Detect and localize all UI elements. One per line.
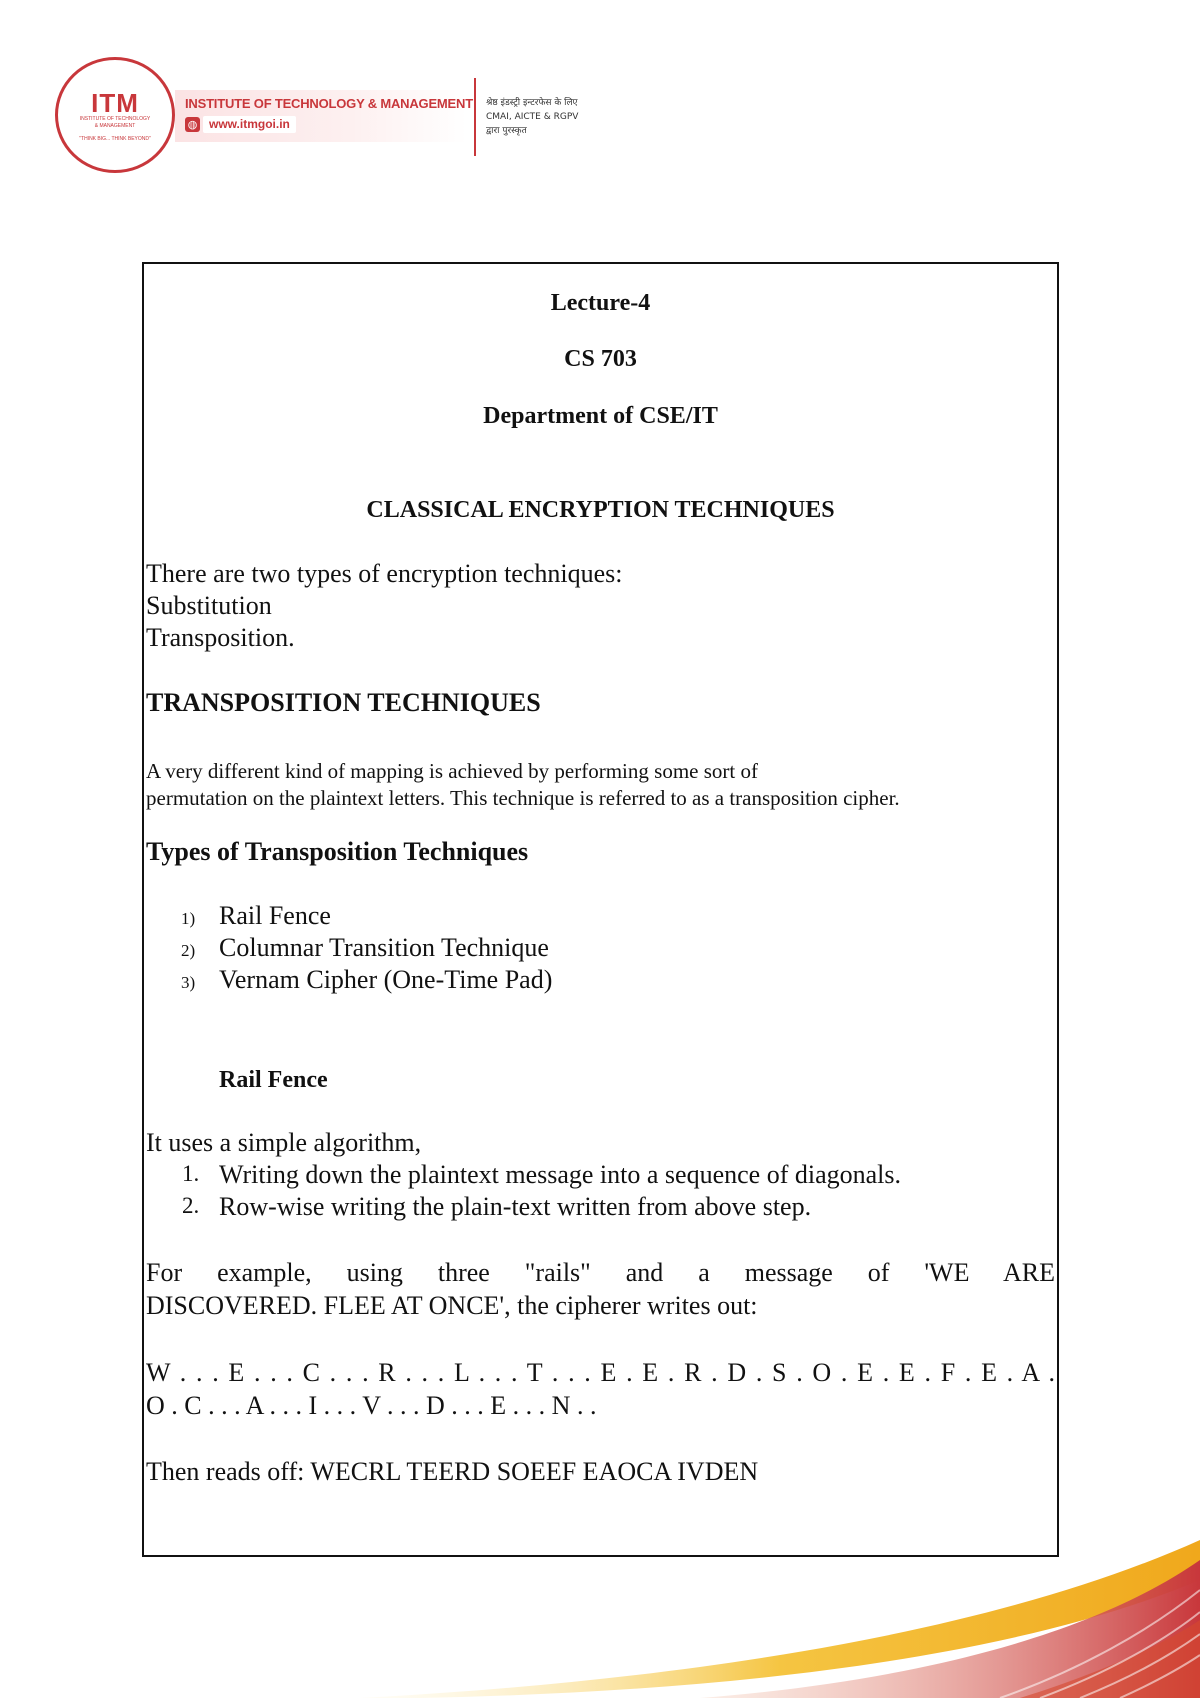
course-code: CS 703 <box>564 346 637 372</box>
step-number: 2. <box>182 1193 200 1218</box>
lecture-title: Lecture-4 <box>550 290 651 316</box>
example-text: DISCOVERED. FLEE AT ONCE', the cipherer writes out: <box>146 1291 758 1320</box>
globe-icon: ◍ <box>185 117 200 132</box>
section-title: CLASSICAL ENCRYPTION TECHNIQUES <box>366 497 835 523</box>
rail-fence-intro: It uses a simple algorithm, <box>146 1128 422 1157</box>
rail-row: O . C . . . A . . . I . . . V . . . D . . . E . . . N . . <box>146 1391 597 1420</box>
department: Department of CSE/IT <box>483 403 718 429</box>
intro-text: There are two types of encryption techniques: <box>146 559 623 588</box>
step-item: Writing down the plaintext message into a sequence of diagonals. <box>219 1160 901 1189</box>
encryption-type: Transposition. <box>146 623 295 652</box>
institute-name: INSTITUTE OF TECHNOLOGY & MANAGEMENT <box>185 96 473 111</box>
website-link[interactable]: www.itmgoi.in <box>203 116 296 133</box>
list-number: 1) <box>181 909 196 928</box>
logo-subtitle: INSTITUTE OF TECHNOLOGY <box>79 116 151 122</box>
step-number: 1. <box>182 1161 200 1186</box>
rail-fence-heading: Rail Fence <box>219 1067 328 1093</box>
itm-logo <box>55 57 175 173</box>
logo-tagline: "THINK BIG... THINK BEYOND" <box>79 136 151 142</box>
list-item: Vernam Cipher (One-Time Pad) <box>219 965 553 994</box>
award-line: द्वारा पुरस्कृत <box>486 126 527 136</box>
types-heading: Types of Transposition Techniques <box>146 837 529 866</box>
institute-banner <box>175 90 473 142</box>
transposition-heading: TRANSPOSITION TECHNIQUES <box>146 688 541 717</box>
award-line: श्रेष्ठ इंडस्ट्री इन्टरफेस के लिए <box>486 98 578 108</box>
logo-mark: ITM <box>91 88 139 118</box>
encryption-type: Substitution <box>146 591 272 620</box>
transposition-description: permutation on the plaintext letters. This technique is referred to as a transposition cipher. <box>146 786 900 810</box>
decorative-swoosh <box>0 1520 1200 1698</box>
award-text <box>486 96 646 138</box>
lecture-content-box <box>142 262 1059 1557</box>
transposition-description: A very different kind of mapping is achieved by performing some sort of <box>146 759 758 783</box>
list-item: Columnar Transition Technique <box>219 933 549 962</box>
example-text: For example, using three "rails" and a message of 'WE ARE <box>146 1258 1055 1287</box>
cipher-result: Then reads off: WECRL TEERD SOEEF EAOCA IVDEN <box>146 1457 759 1486</box>
header-divider <box>474 78 476 156</box>
list-number: 2) <box>181 941 196 960</box>
page-header <box>0 0 1200 190</box>
logo-subtitle: & MANAGEMENT <box>94 123 136 129</box>
rail-row: W . . . E . . . C . . . R . . . L . . . T . . . E . E . R . D . S . O . E . E . F . E . A . <box>146 1358 1055 1387</box>
list-item: Rail Fence <box>219 901 331 930</box>
award-line: CMAI, AICTE & RGPV <box>486 112 579 122</box>
step-item: Row-wise writing the plain-text written from above step. <box>219 1192 812 1221</box>
list-number: 3) <box>181 973 196 992</box>
